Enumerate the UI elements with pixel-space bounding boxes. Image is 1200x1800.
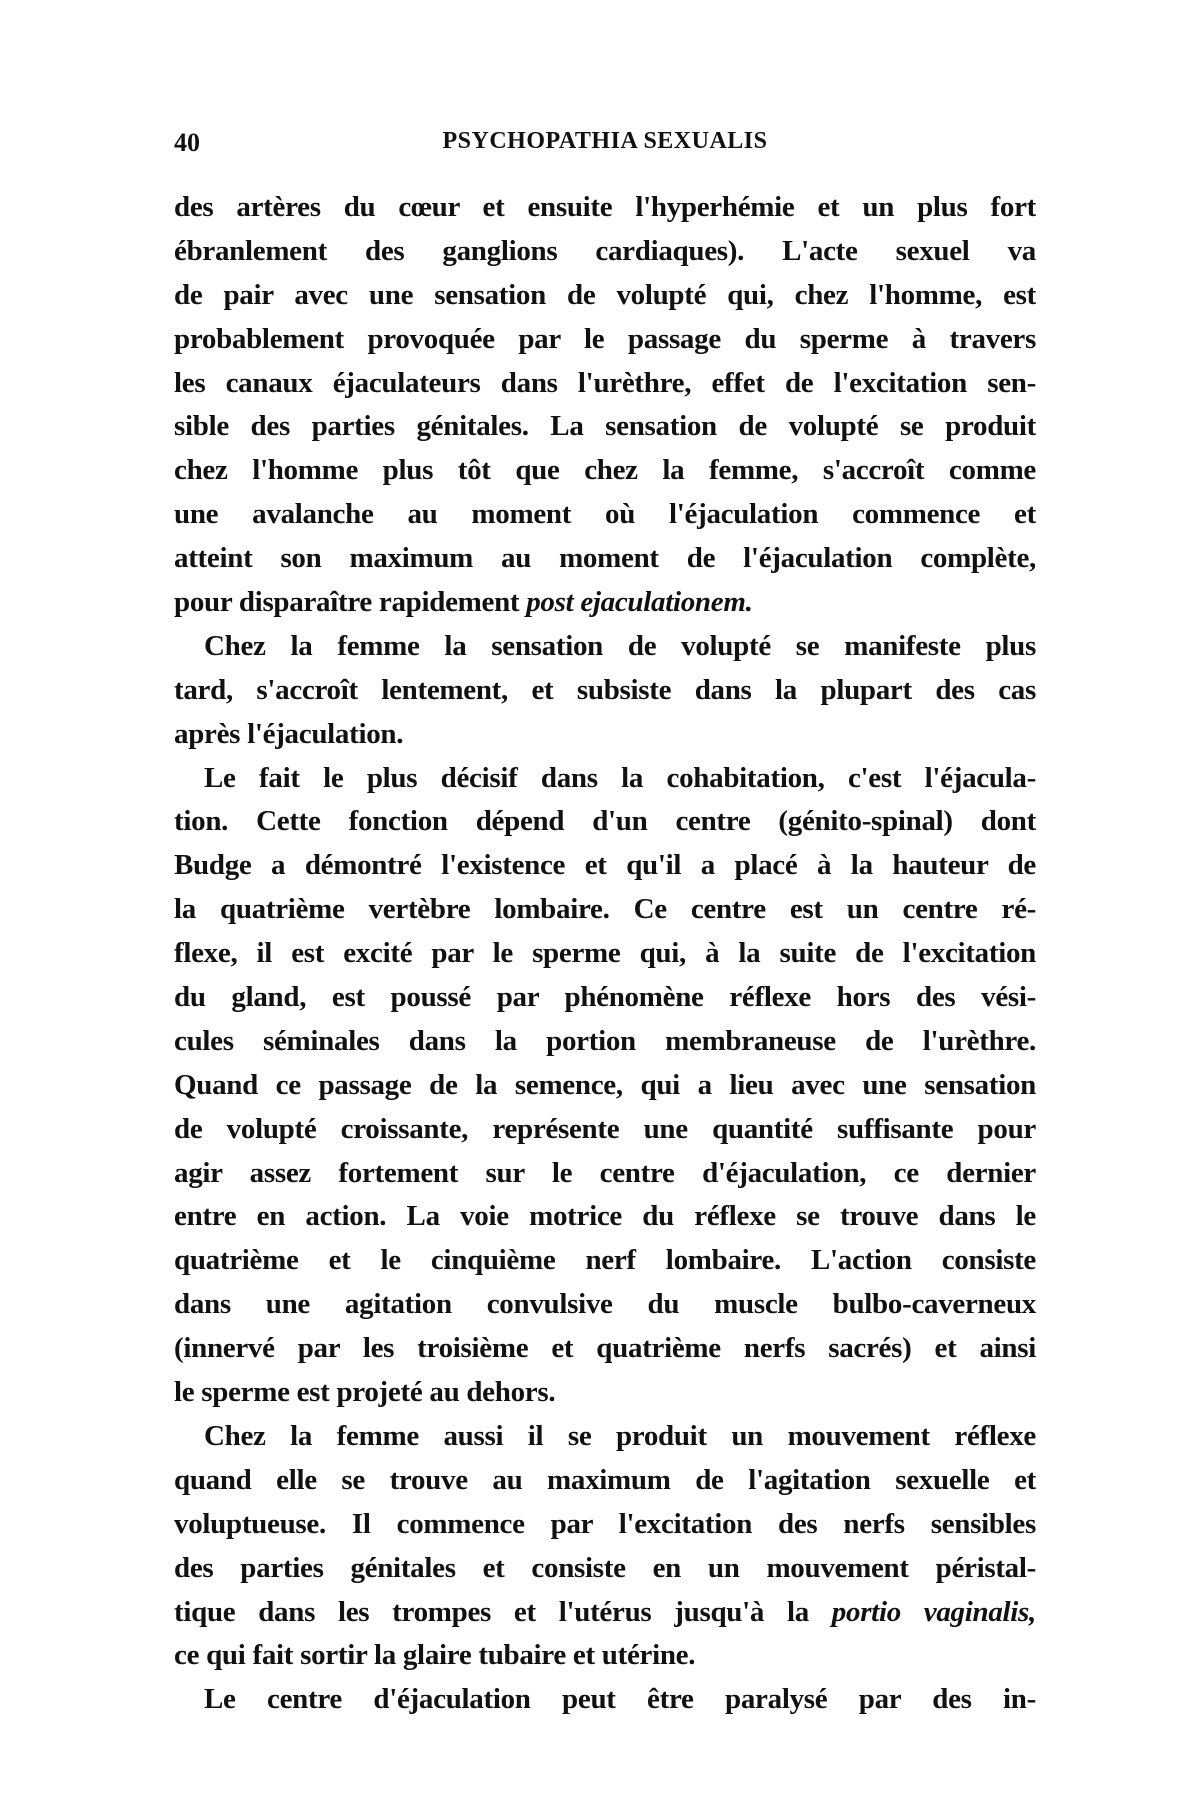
text-line [174,449,1036,493]
line-text: des parties génitales et consiste en un mouvement péristal- [174,1551,1036,1584]
line-text: tique dans les trompes et l'utérus jusqu'à la [174,1595,832,1628]
line-text: de pair avec une sensation de volupté qui, chez l'homme, est [174,278,1036,311]
line-text: de volupté croissante, représente une quantité suffisante pour [174,1112,1036,1145]
text-line [174,713,1036,757]
line-text: (innervé par les troisième et quatrième nerfs sacrés) et ainsi [174,1332,1036,1365]
italic-latin-phrase: portio vaginalis, [831,1595,1036,1628]
text-line [174,537,1036,581]
text-line [174,318,1036,362]
text-line [174,186,1036,230]
running-title: PSYCHOPATHIA SEXUALIS [442,128,768,154]
text-line [174,1327,1036,1371]
line-text: flexe, il est excité par le sperme qui, à la suite de l'excitation [174,937,1036,970]
line-text: agir assez fortement sur le centre d'éjaculation, ce dernier [174,1156,1036,1189]
line-text: quand elle se trouve au maximum de l'agitation sexuelle et [174,1463,1036,1496]
text-line [174,1108,1036,1152]
text-line [174,1591,1036,1635]
text-line [174,1547,1036,1591]
line-text: Le centre d'éjaculation peut être paralysé par des in- [204,1683,1036,1716]
text-line [174,1415,1036,1459]
line-text: Le fait le plus décisif dans la cohabitation, c'est l'éjacula- [204,761,1036,794]
text-line [174,1459,1036,1503]
line-text: des artères du cœur et ensuite l'hyperhémie et un plus fort [174,191,1036,223]
text-line [174,1678,1036,1722]
text-line [174,800,1036,844]
page-header [174,128,1036,164]
text-line [174,405,1036,449]
line-text: atteint son maximum au moment de l'éjaculation complète, [174,542,1036,575]
text-line [174,230,1036,274]
line-text: Chez la femme aussi il se produit un mouvement réflexe [204,1419,1036,1452]
text-line [174,1283,1036,1327]
line-text: après l'éjaculation. [174,717,404,750]
text-line [174,1371,1036,1415]
text-line [174,1195,1036,1239]
line-text: quatrième et le cinquième nerf lombaire. L'action consiste [174,1244,1036,1277]
line-text: les canaux éjaculateurs dans l'urèthre, effet de l'excitation sen- [174,366,1036,399]
text-line [174,493,1036,537]
line-text: probablement provoquée par le passage du sperme à travers [174,322,1036,355]
text-line [174,888,1036,932]
line-text: la quatrième vertèbre lombaire. Ce centre est un centre ré- [174,893,1036,926]
text-line [174,669,1036,713]
line-text: tion. Cette fonction dépend d'un centre (génito-spinal) dont [174,805,1036,838]
text-line [174,362,1036,406]
text-line [174,274,1036,318]
line-text: dans une agitation convulsive du muscle bulbo-caverneux [174,1288,1036,1321]
line-text: le sperme est projeté au dehors. [174,1376,556,1409]
line-text: du gland, est poussé par phénomène réflexe hors des vési- [174,981,1036,1014]
text-line [174,1152,1036,1196]
italic-latin-phrase: post ejaculationem. [526,586,753,619]
text-line [174,1503,1036,1547]
page-number: 40 [174,128,200,157]
text-line [174,581,1036,625]
line-text: sible des parties génitales. La sensation de volupté se produit [174,410,1036,443]
line-text: entre en action. La voie motrice du réflexe se trouve dans le [174,1200,1036,1233]
line-text: tard, s'accroît lentement, et subsiste dans la plupart des cas [174,673,1036,706]
line-text: une avalanche au moment où l'éjaculation commence et [174,498,1036,531]
body-text [174,186,1036,1722]
text-line [174,1239,1036,1283]
text-line [174,625,1036,669]
line-text: chez l'homme plus tôt que chez la femme, s'accroît comme [174,454,1036,487]
line-text: Quand ce passage de la semence, qui a lieu avec une sensation [174,1068,1036,1101]
text-line [174,976,1036,1020]
text-line [174,932,1036,976]
text-line [174,757,1036,801]
text-line [174,844,1036,888]
line-text: pour disparaître rapidement [174,586,527,619]
line-text: Budge a démontré l'existence et qu'il a placé à la hauteur de [174,849,1036,882]
line-text: voluptueuse. Il commence par l'excitation des nerfs sensibles [174,1507,1036,1540]
text-line [174,1634,1036,1678]
line-text: ce qui fait sortir la glaire tubaire et utérine. [174,1639,696,1672]
text-line [174,1064,1036,1108]
line-text: ébranlement des ganglions cardiaques). L'acte sexuel va [174,234,1036,267]
text-line [174,1020,1036,1064]
line-text: cules séminales dans la portion membraneuse de l'urèthre. [174,1024,1036,1057]
line-text: Chez la femme la sensation de volupté se manifeste plus [204,629,1036,662]
